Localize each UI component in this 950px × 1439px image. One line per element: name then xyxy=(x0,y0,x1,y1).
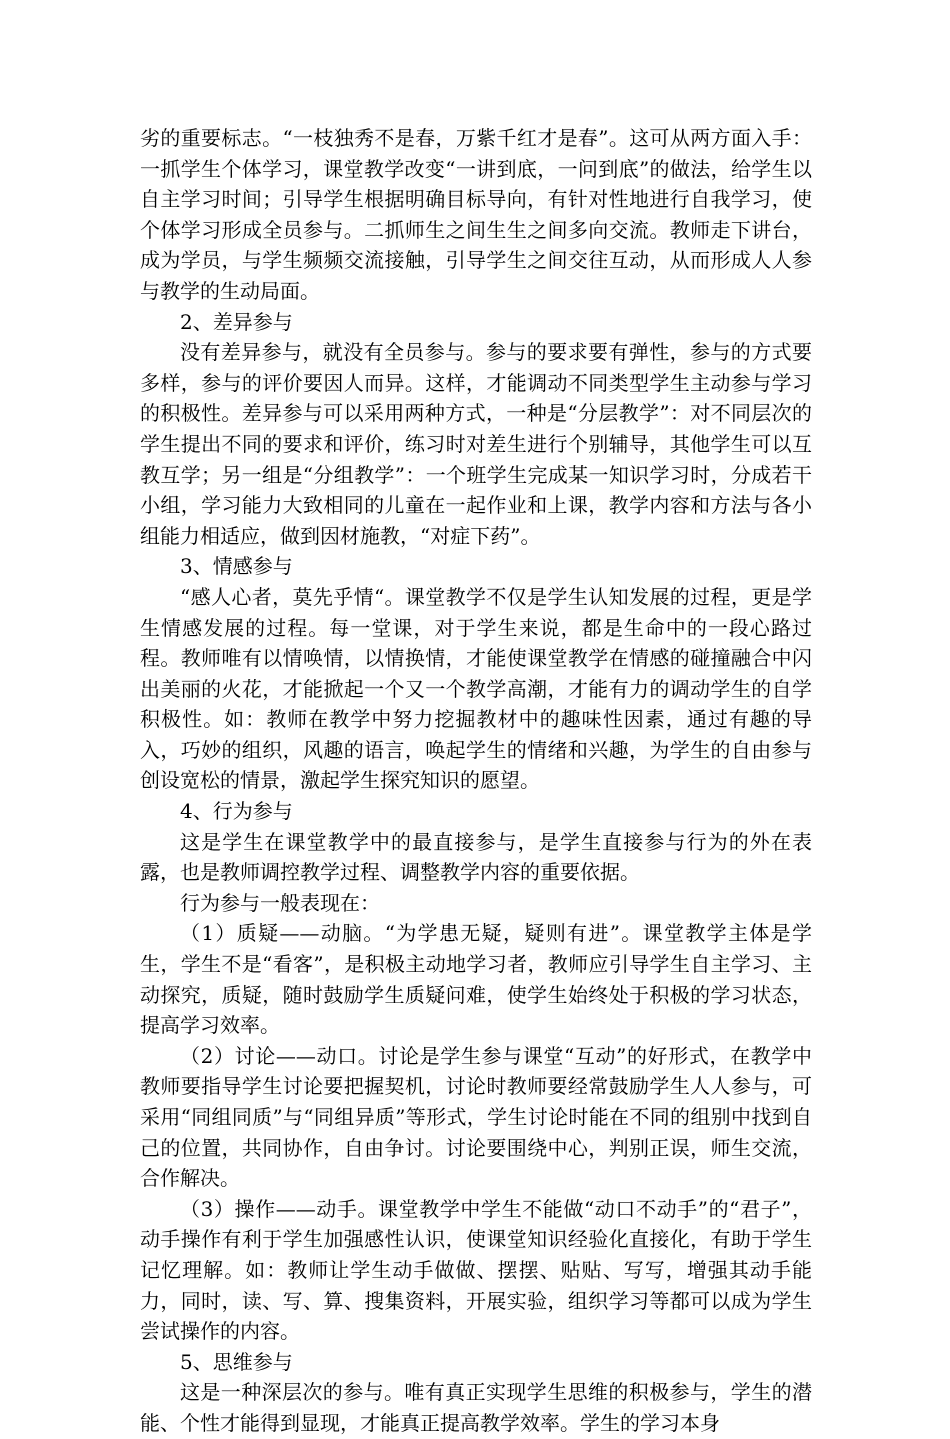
list-item-operation: （3）操作——动手。课堂教学中学生不能做“动口不动手”的“君子”，动手操作有利于学生加强感性认识，使课堂知识经验化直接化，有助于学生记忆理解。如：教师让学生动手做做、摆摆、贴贴、写写，增强其动手能力，同时，读、写、算、搜集资料，开展实验，组织学习等都可以成为学生尝试操作的内容。 xyxy=(140,1196,812,1344)
section-heading-behavioral-participation: 4、行为参与 xyxy=(180,799,293,824)
body-paragraph: 行为参与一般表现在： xyxy=(180,890,380,915)
body-paragraph: 这是学生在课堂教学中的最直接参与，是学生直接参与行为的外在表露，也是教师调控教学过程、调整教学内容的重要依据。 xyxy=(140,829,812,885)
document-page xyxy=(140,123,812,1439)
body-paragraph: 这是一种深层次的参与。唯有真正实现学生思维的积极参与，学生的潜能、个性才能得到显现，才能真正提高教学效率。学生的学习本身 xyxy=(140,1380,812,1435)
section-heading-thinking-participation: 5、思维参与 xyxy=(180,1349,293,1374)
section-heading-differential-participation: 2、差异参与 xyxy=(180,309,293,334)
body-paragraph: “感人心者，莫先乎情“。课堂教学不仅是学生认知发展的过程，更是学生情感发展的过程。每一堂课，对于学生来说，都是生命中的一段心路过程。教师唯有以情唤情，以情换情，才能使课堂教学在情感的碰撞融合中闪出美丽的火花，才能掀起一个又一个教学高潮，才能有力的调动学生的自学积极性。如：教师在教学中努力挖掘教材中的趣味性因素，通过有趣的导入，巧妙的组织，风趣的语言，唤起学生的情绪和兴趣，为学生的自由参与创设宽松的情景，激起学生探究知识的愿望。 xyxy=(140,584,812,793)
body-paragraph: 劣的重要标志。“一枝独秀不是春，万紫千红才是春”。这可从两方面入手：一抓学生个体学习，课堂教学改变“一讲到底，一问到底”的做法，给学生以自主学习时间；引导学生根据明确目标导向，有针对性地进行自我学习，使个体学习形成全员参与。二抓师生之间生生之间多向交流。教师走下讲台，成为学员，与学生频频交流接触，引导学生之间交往互动，从而形成人人参与教学的生动局面。 xyxy=(140,126,812,303)
list-item-questioning: （1）质疑——动脑。“为学患无疑，疑则有进”。课堂教学主体是学生，学生不是“看客”，是积极主动地学习者，教师应引导学生自主学习、主动探究，质疑，随时鼓励学生质疑问难，使学生始终处于积极的学习状态，提高学习效率。 xyxy=(140,921,812,1038)
body-paragraph: 没有差异参与，就没有全员参与。参与的要求要有弹性，参与的方式要多样，参与的评价要因人而异。这样，才能调动不同类型学生主动参与学习的积极性。差异参与可以采用两种方式，一种是“分层教学”：对不同层次的学生提出不同的要求和评价，练习时对差生进行个别辅导，其他学生可以互教互学；另一组是“分组教学”：一个班学生完成某一知识学习时，分成若干小组，学习能力大致相同的儿童在一起作业和上课，教学内容和方法与各小组能力相适应，做到因材施教，“对症下药”。 xyxy=(140,340,812,548)
section-heading-emotional-participation: 3、情感参与 xyxy=(180,554,293,579)
list-item-discussion: （2）讨论——动口。讨论是学生参与课堂“互动”的好形式，在教学中教师要指导学生讨论要把握契机，讨论时教师要经常鼓励学生人人参与，可采用“同组同质”与“同组异质”等形式，学生讨论时能在不同的组别中找到自己的位置，共同协作，自由争讨。讨论要围绕中心，判别正误，师生交流，合作解决。 xyxy=(140,1043,812,1191)
